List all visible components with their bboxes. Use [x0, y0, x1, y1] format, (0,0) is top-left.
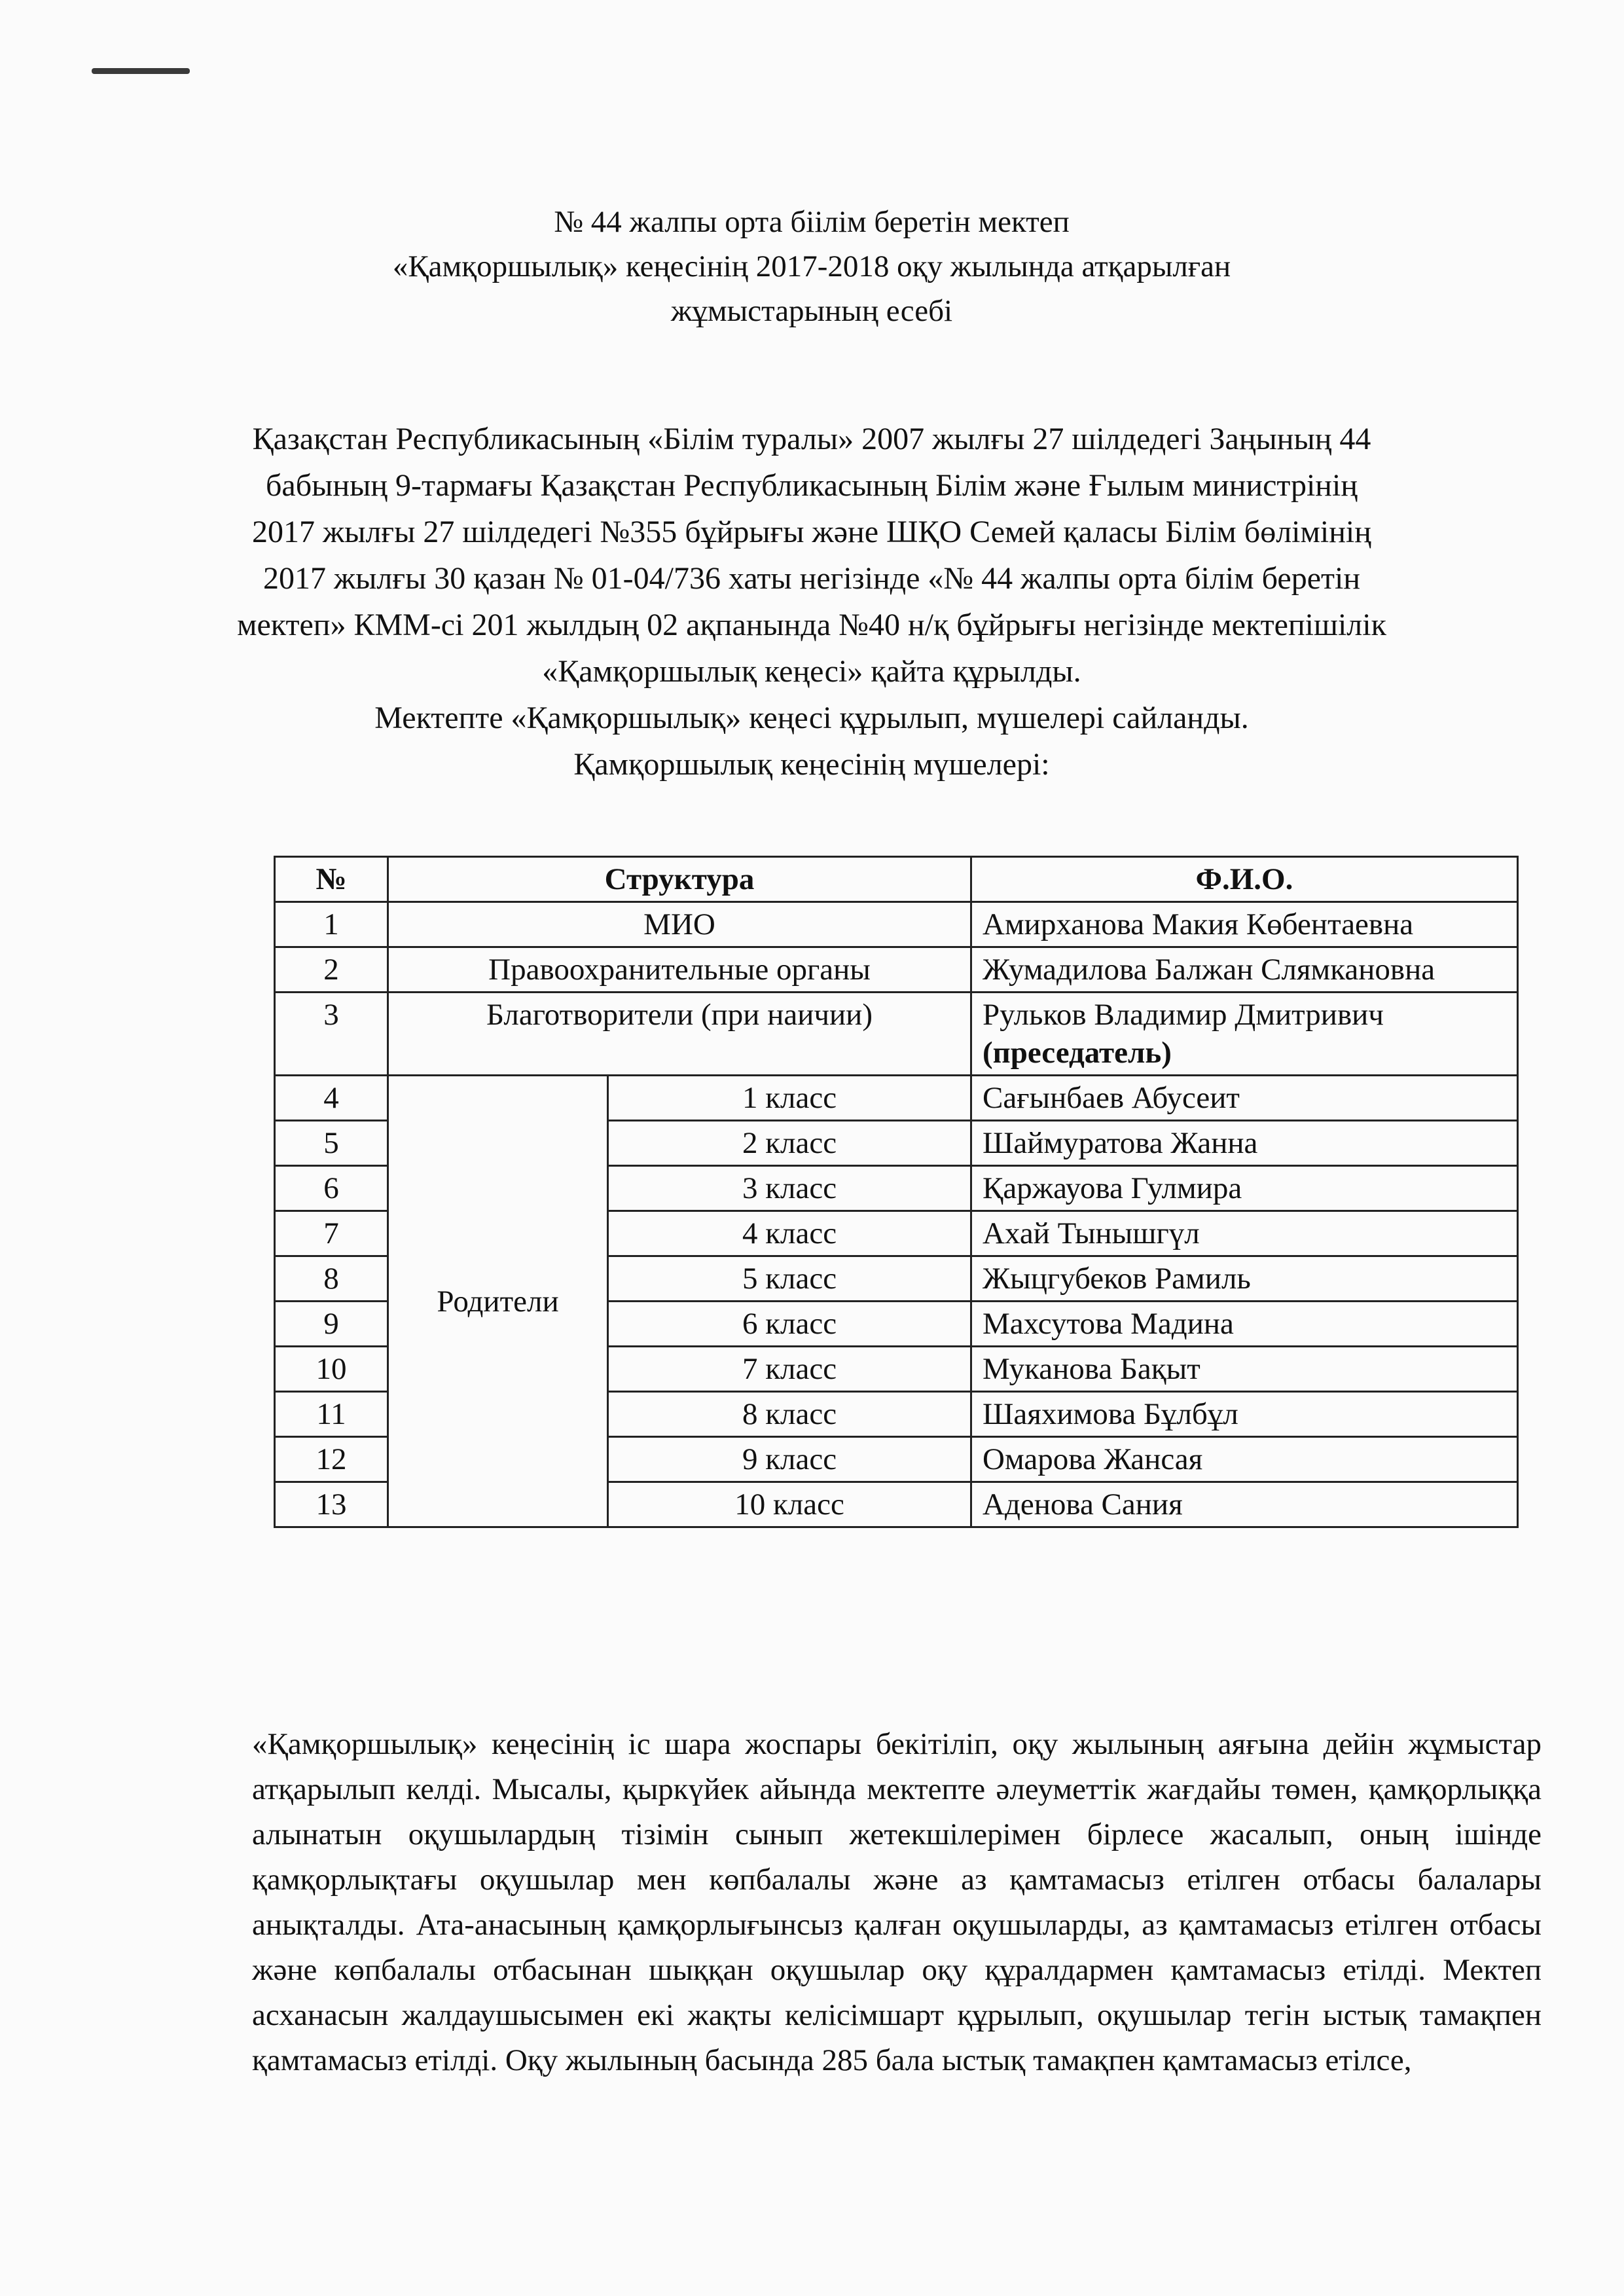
row-name: Муканова Бақыт: [971, 1347, 1518, 1392]
row-number: 1: [275, 902, 388, 947]
row-number: 6: [275, 1166, 388, 1211]
members-table: [274, 856, 1519, 1528]
document-title: [196, 200, 1427, 333]
header-number: №: [275, 857, 388, 902]
table-row: [275, 1076, 1518, 1121]
row-name: Сағынбаев Абусеит: [971, 1076, 1518, 1121]
row-class: 9 класс: [608, 1437, 971, 1482]
row-number: 8: [275, 1256, 388, 1302]
row-name: Жумадилова Балжан Слямкановна: [971, 947, 1518, 993]
intro-section: [236, 416, 1388, 788]
row-number: 10: [275, 1347, 388, 1392]
title-line-3: жұмыстарының есебі: [670, 294, 953, 328]
header-structure: Структура: [388, 857, 971, 902]
title-line-1: № 44 жалпы орта біілім беретін мектеп: [554, 205, 1070, 239]
row-structure: Благотворители (при наичии): [388, 993, 971, 1076]
row-name: Ахай Тынышгүл: [971, 1211, 1518, 1256]
row-number: 12: [275, 1437, 388, 1482]
body-paragraph: «Қамқоршылық» кеңесінің іс шара жоспары бекітіліп, оқу жылының аяғына дейін жұмыстар атқарылып келді. Мысалы, қыркүйек айында мектепте әлеуметтік жағдайы төмен, қамқорлыққа алынатын оқушылардың тізімін сынып жетекшілерімен бірлесе жасалып, оның ішінде қамқорлықтағы оқушылар мен көпбалалы және аз қамтамасыз етілген отбасы балалары анықталды. Ата-анасының қамқорлығынсыз қалған оқушыларды, аз қамтамасыз етілген отбасы және көпбалалы отбасынан шыққан оқушылар оқу құралдармен қамтамасыз етілді. Мектеп асханасын жалдаушысымен екі жақты келісімшарт құрылып, оқушылар тегін ыстық тамақпен қамтамасыз етілді. Оқу жылының басында 285 бала ыстық тамақпен қамтамасыз етілсе,: [252, 1727, 1542, 2077]
row-name: [971, 993, 1518, 1076]
intro-paragraph-1: Қазақстан Республикасының «Білім туралы» 2007 жылғы 27 шілдедегі Заңының 44 бабының 9-тармағы Қазақстан Республикасының Білім және Ғылым министрінің 2017 жылғы 27 шілдедегі №355 бұйрығы және ШҚО Семей қаласы Білім бөлімінің 2017 жылғы 30 қазан № 01-04/736 хаты негізінде «№ 44 жалпы орта білім беретін мектеп» КММ-сі 201 жылдың 02 ақпанында №40 н/қ бұйрығы негізінде мектепішілік «Қамқоршылық кеңесі» қайта құрылды.: [237, 422, 1386, 689]
row-number: 7: [275, 1211, 388, 1256]
row-number: 5: [275, 1121, 388, 1166]
row-class: 2 класс: [608, 1121, 971, 1166]
row-name: Қаржауова Гулмира: [971, 1166, 1518, 1211]
row-name: Шаяхимова Бұлбұл: [971, 1392, 1518, 1437]
row-number: 3: [275, 993, 388, 1076]
row-name: Амирханова Макия Көбентаевна: [971, 902, 1518, 947]
row-number: 13: [275, 1482, 388, 1527]
row-structure: Правоохранительные органы: [388, 947, 971, 993]
title-line-2: «Қамқоршылық» кеңесінің 2017-2018 оқу жылында атқарылған: [392, 249, 1231, 283]
row-number: 2: [275, 947, 388, 993]
row-name: Шаймуратова Жанна: [971, 1121, 1518, 1166]
table-row: [275, 993, 1518, 1076]
row-class: 3 класс: [608, 1166, 971, 1211]
row-class: 7 класс: [608, 1347, 971, 1392]
row-name: Махсутова Мадина: [971, 1302, 1518, 1347]
row-name: Жыцгубеков Рамиль: [971, 1256, 1518, 1302]
row-class: 1 класс: [608, 1076, 971, 1121]
parents-group-label: Родители: [388, 1076, 608, 1527]
row-class: 10 класс: [608, 1482, 971, 1527]
header-fio: Ф.И.О.: [971, 857, 1518, 902]
row-class: 8 класс: [608, 1392, 971, 1437]
chairman-role: (преседатель): [983, 1036, 1172, 1070]
table-row: [275, 902, 1518, 947]
table-row: [275, 947, 1518, 993]
row-number: 4: [275, 1076, 388, 1121]
row-class: 5 класс: [608, 1256, 971, 1302]
row-class: 6 класс: [608, 1302, 971, 1347]
chairman-name: Рульков Владимир Дмитривич: [983, 998, 1384, 1032]
row-number: 9: [275, 1302, 388, 1347]
row-structure: МИО: [388, 902, 971, 947]
row-class: 4 класс: [608, 1211, 971, 1256]
intro-paragraph-2: Мектепте «Қамқоршылық» кеңесі құрылып, мүшелері сайланды.: [374, 701, 1249, 735]
row-number: 11: [275, 1392, 388, 1437]
intro-paragraph-3: Қамқоршылық кеңесінің мүшелері:: [573, 747, 1050, 782]
table-header-row: [275, 857, 1518, 902]
row-name: Аденова Сания: [971, 1482, 1518, 1527]
staple-mark: [92, 68, 190, 74]
row-name: Омарова Жансая: [971, 1437, 1518, 1482]
report-body: [252, 1722, 1542, 2083]
